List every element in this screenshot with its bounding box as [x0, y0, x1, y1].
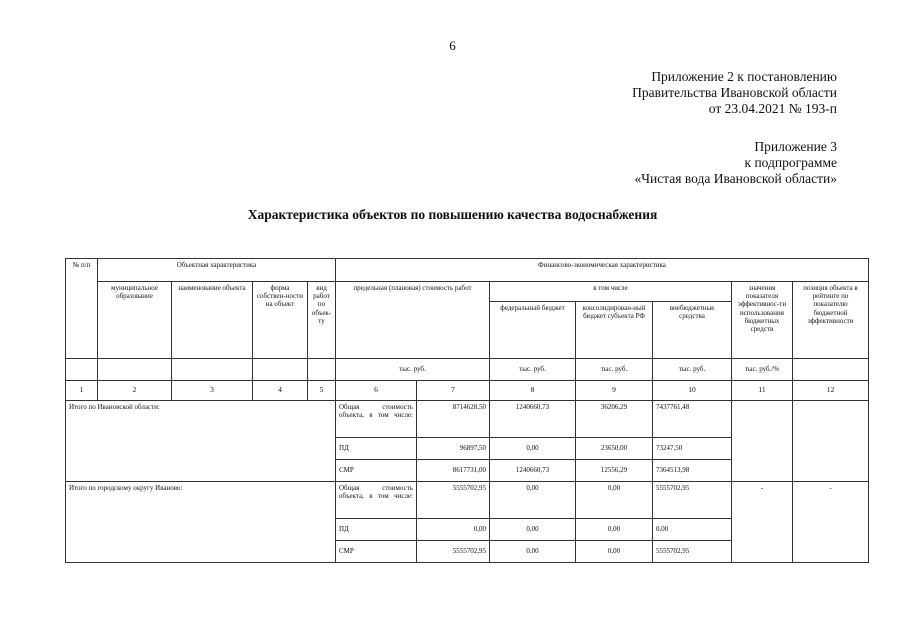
- appendix-line: от 23.04.2021 № 193-п: [708, 101, 837, 116]
- appendix-reference-resolution: [632, 69, 837, 117]
- cost-label: СМР: [336, 460, 417, 482]
- header-position: позиция объекта в рейтинге по показателю бюджетной эффективности: [793, 282, 869, 359]
- column-number: 7: [417, 381, 490, 401]
- units-cell: [308, 359, 336, 381]
- header-work-type: вид работ по объек-ту: [308, 282, 336, 359]
- header-max-cost: предельная (плановая) стоимость работ: [336, 282, 490, 359]
- column-number: 12: [793, 381, 869, 401]
- header-financial-characteristic: Финансово-экономическая характеристика: [336, 259, 869, 282]
- units-cell: [66, 359, 98, 381]
- cost-label: ПД: [336, 438, 417, 460]
- column-number: 6: [336, 381, 417, 401]
- indicator-value: -: [732, 482, 793, 563]
- units-extrabudget: тыс. руб.: [653, 359, 732, 381]
- page-number: 6: [449, 38, 456, 53]
- column-number: 9: [576, 381, 653, 401]
- header-consolidated: консолидирован-ный бюджет субъекта РФ: [576, 302, 653, 359]
- cost-extrabudget: 5555702,95: [653, 482, 732, 519]
- header-object-characteristic: Объектная характеристика: [98, 259, 336, 282]
- cost-federal: 1240660,73: [490, 460, 576, 482]
- column-number: 4: [253, 381, 308, 401]
- cost-federal: 0,00: [490, 482, 576, 519]
- cost-consolidated: 0,00: [576, 541, 653, 563]
- column-number: 5: [308, 381, 336, 401]
- cost-consolidated: 0,00: [576, 482, 653, 519]
- cost-label: СМР: [336, 541, 417, 563]
- table-row: [66, 482, 869, 519]
- cost-federal: 1240660,73: [490, 401, 576, 438]
- header-federal: федеральный бюджет: [490, 302, 576, 359]
- cost-total: 5555702,95: [417, 482, 490, 519]
- cost-consolidated: 36206,29: [576, 401, 653, 438]
- document-title: Характеристика объектов по повышению качества водоснабжения: [247, 207, 658, 222]
- cost-extrabudget: 7364513,98: [653, 460, 732, 482]
- appendix-line: Приложение 2 к постановлению: [651, 69, 837, 84]
- header-row-1: [66, 259, 869, 282]
- header-municipality: муниципальное образование: [98, 282, 172, 359]
- cost-total: 8714628,50: [417, 401, 490, 438]
- units-cell: [98, 359, 172, 381]
- header-ownership: форма собствен-ности на объект: [253, 282, 308, 359]
- appendix-reference-subprogram: [634, 139, 837, 187]
- cost-label: Общая стоимость объекта, в том числе:: [336, 401, 417, 438]
- cost-label: ПД: [336, 519, 417, 541]
- cost-total: 5555702,95: [417, 541, 490, 563]
- units-consolidated: тыс. руб.: [576, 359, 653, 381]
- table-row: [66, 401, 869, 438]
- cost-total: 0,00: [417, 519, 490, 541]
- appendix-line: Правительства Ивановской области: [632, 85, 837, 100]
- objects-table: [65, 258, 869, 563]
- rating-position: -: [793, 482, 869, 563]
- cost-federal: 0,00: [490, 541, 576, 563]
- units-cell: [253, 359, 308, 381]
- header-row-2: [66, 282, 869, 302]
- header-num: № п/п: [66, 259, 98, 359]
- appendix-line: «Чистая вода Ивановской области»: [634, 171, 837, 186]
- header-indicator: значения показателя эффективнос-ти использования бюджетных средств: [732, 282, 793, 359]
- cost-label: Общая стоимость объекта, в том числе:: [336, 482, 417, 519]
- appendix-line: Приложение 3: [754, 139, 837, 154]
- units-row: [66, 359, 869, 381]
- column-number: 8: [490, 381, 576, 401]
- cost-consolidated: 12556,29: [576, 460, 653, 482]
- column-number: 2: [98, 381, 172, 401]
- header-object-name: наименование объекта: [172, 282, 253, 359]
- header-extrabudget: внебюджетные средства: [653, 302, 732, 359]
- appendix-line: к подпрограмме: [744, 155, 837, 170]
- column-numbers-row: [66, 381, 869, 401]
- cost-extrabudget: 73247,50: [653, 438, 732, 460]
- cost-federal: 0,00: [490, 438, 576, 460]
- cost-extrabudget: 7437761,48: [653, 401, 732, 438]
- cost-total: 8617731,00: [417, 460, 490, 482]
- cost-federal: 0,00: [490, 519, 576, 541]
- rating-position: [793, 401, 869, 482]
- group-name: Итого по городскому округу Иваново:: [66, 482, 336, 563]
- units-cell: [172, 359, 253, 381]
- cost-total: 96897,50: [417, 438, 490, 460]
- column-number: 11: [732, 381, 793, 401]
- units-cell: [793, 359, 869, 381]
- cost-extrabudget: 5555702,95: [653, 541, 732, 563]
- column-number: 3: [172, 381, 253, 401]
- units-indicator: тыс. руб./%: [732, 359, 793, 381]
- header-including: в том числе: [490, 282, 732, 302]
- indicator-value: [732, 401, 793, 482]
- column-number: 1: [66, 381, 98, 401]
- group-name: Итого по Ивановской области:: [66, 401, 336, 482]
- units-federal: тыс. руб.: [490, 359, 576, 381]
- units-cost: тыс. руб.: [336, 359, 490, 381]
- cost-extrabudget: 0,00: [653, 519, 732, 541]
- column-number: 10: [653, 381, 732, 401]
- cost-consolidated: 23650,00: [576, 438, 653, 460]
- cost-consolidated: 0,00: [576, 519, 653, 541]
